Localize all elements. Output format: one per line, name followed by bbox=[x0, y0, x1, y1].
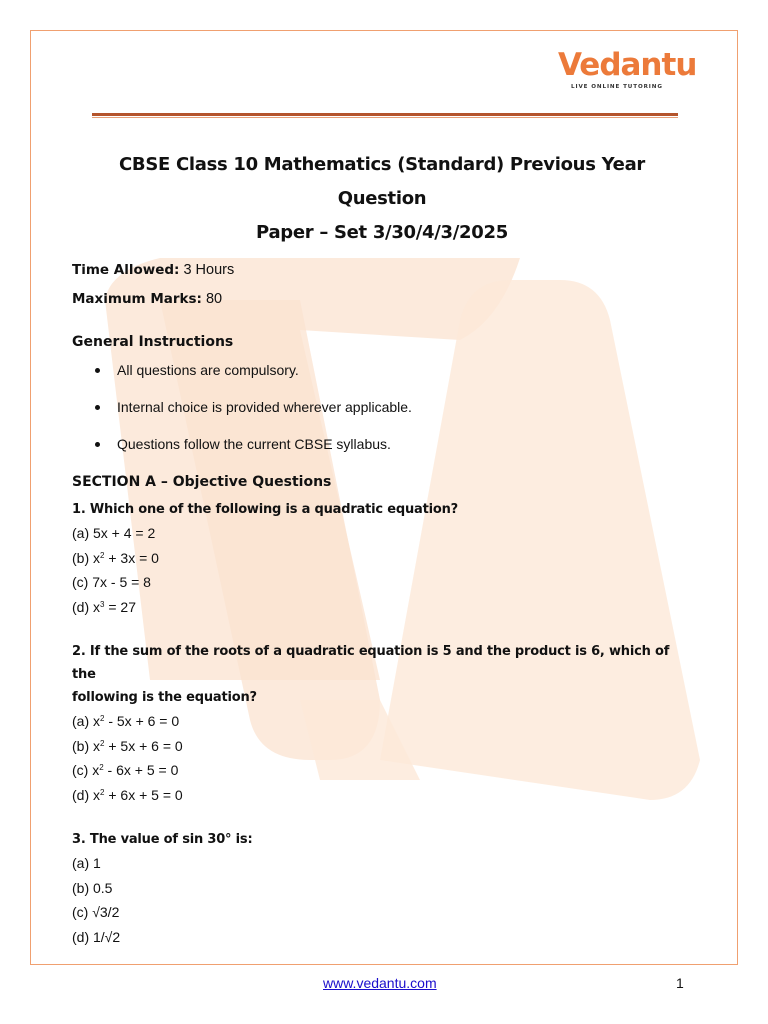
vedantu-website-link[interactable]: www.vedantu.com bbox=[323, 975, 437, 991]
time-label: Time Allowed: bbox=[72, 262, 180, 278]
question-2 bbox=[72, 640, 692, 807]
title-line-2: Paper – Set 3/30/4/3/2025 bbox=[256, 222, 508, 243]
logo-tagline: LIVE ONLINE TUTORING bbox=[571, 84, 663, 90]
option-c: (c) 7x - 5 = 8 bbox=[72, 574, 151, 590]
option-a: (a) 1 bbox=[72, 855, 101, 871]
option-b: (b) $x^2 + 5x + 6 = 0$ bbox=[72, 737, 183, 754]
logo-wordmark: Vedantu bbox=[558, 47, 697, 83]
instructions-heading: General Instructions bbox=[72, 334, 234, 350]
question-text: 3. The value of sin 30° is: bbox=[72, 832, 253, 847]
marks-value: 80 bbox=[201, 291, 223, 307]
bullet-icon bbox=[95, 368, 100, 373]
document-title bbox=[72, 148, 692, 250]
marks-label: Maximum Marks: bbox=[72, 291, 202, 307]
instruction-item: All questions are compulsory. bbox=[72, 360, 692, 380]
instruction-item: Questions follow the current CBSE syllabus. bbox=[72, 434, 692, 454]
maximum-marks bbox=[72, 285, 692, 314]
bullet-icon bbox=[95, 442, 100, 447]
vedantu-logo bbox=[558, 47, 697, 100]
question-1 bbox=[72, 498, 692, 619]
option-c: (c) $x^2 - 6x + 5 = 0$ bbox=[72, 762, 179, 778]
section-heading: SECTION A – Objective Questions bbox=[72, 474, 332, 490]
option-b: (b) $x^2 + 3x = 0$ bbox=[72, 549, 159, 566]
document-body bbox=[72, 148, 692, 949]
instruction-item: Internal choice is provided wherever applicable. bbox=[72, 397, 692, 417]
question-text: 1. Which one of the following is a quadratic equation? bbox=[72, 502, 458, 517]
header-divider-thin bbox=[92, 117, 678, 118]
bullet-icon bbox=[95, 405, 100, 410]
title-line-1: CBSE Class 10 Mathematics (Standard) Previous Year Question bbox=[118, 154, 645, 209]
question-3 bbox=[72, 828, 692, 949]
option-b: (b) 0.5 bbox=[72, 879, 113, 896]
time-value: 3 Hours bbox=[179, 262, 235, 278]
instructions-list bbox=[72, 360, 692, 454]
option-d: (d) $x^3 = 27$ bbox=[72, 598, 136, 615]
option-d: (d) 1/√2 bbox=[72, 928, 121, 945]
option-c: (c) √3/2 bbox=[72, 904, 120, 920]
option-a: (a) 5x + 4 = 2 bbox=[72, 525, 156, 541]
page-number: 1 bbox=[676, 975, 684, 991]
question-text: 2. If the sum of the roots of a quadratic equation is 5 and the product is 6, which of the following is the equation? bbox=[72, 644, 670, 705]
option-a: (a) $x^2 - 5x + 6 = 0$ bbox=[72, 713, 180, 729]
header-divider bbox=[92, 113, 678, 116]
option-d: (d) $x^2 + 6x + 5 = 0$ bbox=[72, 786, 183, 803]
time-allowed bbox=[72, 256, 692, 285]
